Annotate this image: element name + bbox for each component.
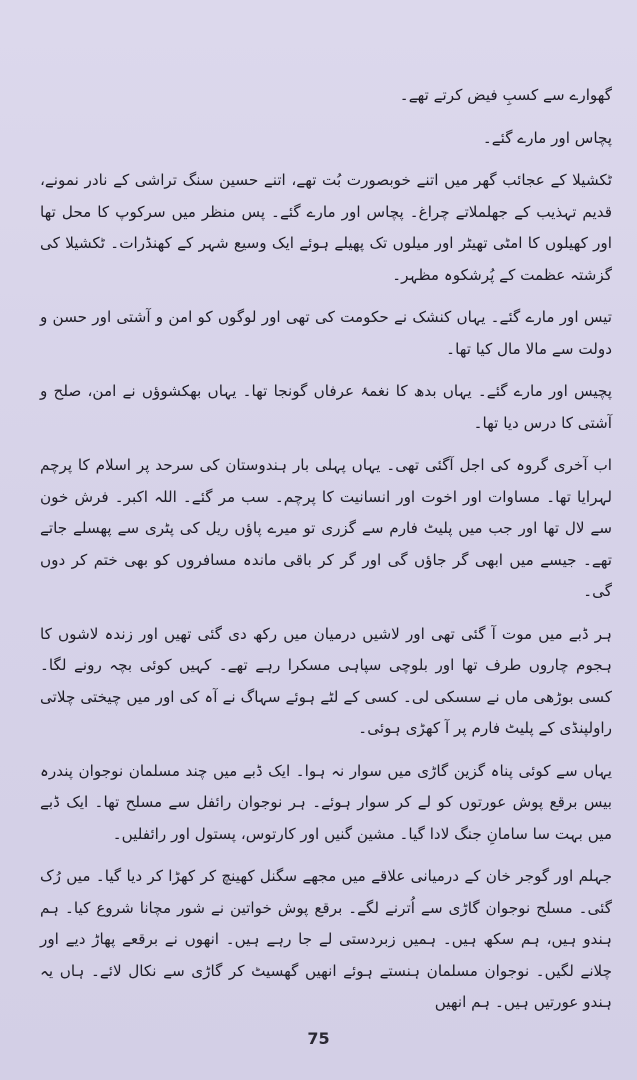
paragraph: ہر ڈبے میں موت آ گئی تھی اور لاشیں درمیان میں رکھ دی گئی تھیں اور زندہ لاشوں کا ہجوم چاروں طرف تھا اور بلوچی سپاہی مسکرا رہے تھے۔ کہیں کوئی بچہ رونے لگا۔ کسی بوڑھی ماں نے سسکی لی۔ کسی کے لٹے ہوئے سہاگ نے آہ کی اور میں چیختی چلاتی راولپنڈی کے پلیٹ فارم پر آ کھڑی ہوئی۔ [40, 624, 612, 737]
paragraph: جہلم اور گوجر خان کے درمیانی علاقے میں مجھے سگنل کھینچ کر کھڑا کر دیا گیا۔ میں رُک گئی۔ مسلح نوجوان گاڑی سے اُترنے لگے۔ برقع پوش خواتین نے شور مچانا شروع کیا۔ ہم ہندو ہیں، ہم سکھ ہیں۔ ہمیں زبردستی لے جا رہے ہیں۔ انھوں نے برقعے پھاڑ دیے اور چلانے لگیں۔ نوجوان مسلمان ہنستے ہوئے انھیں گھسیٹ کر گاڑی سے نکال لائے۔ ہاں یہ ہندو عورتیں ہیں۔ ہم انھیں [40, 867, 612, 1011]
paragraph: ٹکشیلا کے عجائب گھر میں اتنے خوبصورت بُت تھے، اتنے حسین سنگ تراشی کے نادر نمونے، قدیم تہذیب کے جھلملاتے چراغ۔ پچاس اور مارے گئے۔ پس منظر میں سرکوپ کا محل تھا اور کھیلوں کا امٹی تھیٹر اور میلوں تک پھیلے ہوئے ایک وسیع شہر کے کھنڈرات۔ ٹکشیلا کی گزشتہ عظمت کے پُرشکوہ مظہر۔ [40, 171, 612, 284]
paragraph: پچاس اور مارے گئے۔ [482, 128, 612, 147]
paragraph: یہاں سے کوئی پناہ گزین گاڑی میں سوار نہ ہوا۔ ایک ڈبے میں چند مسلمان نوجوان پندرہ بیس برقع پوش عورتوں کو لے کر سوار ہوئے۔ ہر نوجوان رائفل سے مسلح تھا۔ ایک ڈبے میں بہت سا سامانِ جنگ لادا گیا۔ مشین گنیں اور کارتوس، پستول اور رائفلیں۔ [40, 761, 612, 843]
page-number: 75 [307, 1029, 330, 1048]
page-body-text [40, 80, 612, 1030]
paragraph: تیس اور مارے گئے۔ یہاں کنشک نے حکومت کی تھی اور لوگوں کو امن و آشتی اور حسن و دولت سے مالا مال کیا تھا۔ [40, 308, 612, 358]
paragraph: گھوارے سے کسبِ فیض کرتے تھے۔ [399, 86, 612, 104]
paragraph: پچیس اور مارے گئے۔ یہاں بدھ کا نغمۂ عرفاں گونجا تھا۔ یہاں بھکشوؤں نے امن، صلح و آشتی کا درس دیا تھا۔ [40, 382, 612, 432]
paragraph: اب آخری گروہ کی اجل آگئی تھی۔ یہاں پہلی بار ہندوستان کی سرحد پر اسلام کا پرچم لہرایا تھا۔ مساوات اور اخوت اور انسانیت کا پرچم۔ سب مر گئے۔ اللہ اکبر۔ فرش خون سے لال تھا اور جب میں پلیٹ فارم سے گزری تو میرے پاؤں ریل کی پٹری سے پھسلے جاتے تھے۔ جیسے میں ابھی گر جاؤں گی اور گر کر باقی ماندہ مسافروں کو بھی ختم کر دوں گی۔ [40, 456, 612, 600]
